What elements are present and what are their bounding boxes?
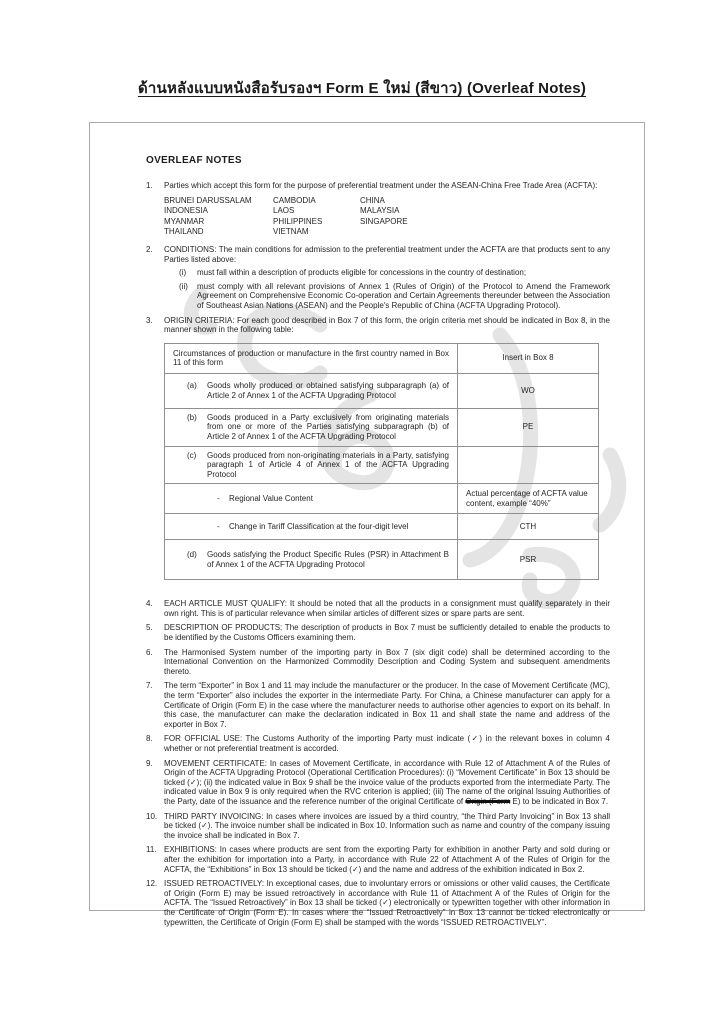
document-box — [89, 122, 645, 927]
note-2-sub-i — [179, 268, 610, 278]
note-9-text-before: MOVEMENT CERTIFICATE: In cases of Movement Certificate, in accordance with Rule 12 of Attachment A of the Rules of Origin of the ACFTA Upgrading Protocol (Operational Certification Procedures): (i) “Movement Certificate” in Box 13 should be ticked (✓); (ii) the indicated value in Box 9 shall be the invoice value of the products exported from the intermediate Party. The indicated value in Box 9 is only required when the RVC criterion is applied; (iii) The name of the original Issuing Authorities of the Party, date of the issuance and the reference number of the original Certificate of — [164, 758, 610, 806]
row-label: - — [217, 521, 220, 531]
note-number: 11. — [146, 845, 157, 855]
row-code: WO — [458, 373, 599, 408]
country-name: CAMBODIA — [273, 195, 316, 205]
note-number: 2. — [146, 244, 153, 254]
note-8 — [146, 734, 610, 753]
country-name: PHILIPPINES — [273, 216, 323, 226]
country-name: MALAYSIA — [360, 206, 400, 216]
row-text: Regional Value Content — [229, 493, 313, 503]
row-text: Goods wholly produced or obtained satisfying subparagraph (a) of Article 2 of Annex 1 of the ACFTA Upgrading Protocol — [207, 381, 449, 400]
country-name: BRUNEI DARUSSALAM — [164, 195, 252, 205]
sub-item-number: (i) — [179, 268, 187, 278]
table-row — [165, 484, 599, 514]
country-name: MYANMAR — [164, 216, 205, 226]
row-code: CTH — [458, 514, 599, 540]
note-text — [164, 181, 610, 240]
row-text: Goods produced from non-originating materials in a Party, satisfying paragraph 1 of Article 4 of Annex 1 of the ACFTA Upgrading Protocol — [207, 450, 449, 479]
note-2 — [146, 245, 610, 311]
table-row — [165, 446, 599, 484]
note-text — [164, 245, 610, 311]
table-row — [165, 373, 599, 408]
note-number: 9. — [146, 758, 153, 768]
note-4 — [146, 599, 610, 618]
struck-out-text: Origin (Form — [465, 796, 511, 806]
note-1 — [146, 181, 610, 240]
note-5 — [146, 623, 610, 642]
note-number: 10. — [146, 811, 158, 821]
note-6 — [146, 648, 610, 677]
table-header-right: Insert in Box 8 — [458, 343, 599, 373]
note-number: 12. — [146, 879, 158, 889]
note-number: 3. — [146, 315, 153, 325]
note-number: 5. — [146, 623, 153, 633]
row-code — [458, 446, 599, 484]
row-label: (c) — [187, 450, 197, 460]
note-number: 6. — [146, 647, 153, 657]
note-2-sub-ii — [179, 282, 610, 311]
table-row — [165, 408, 599, 446]
row-code: Actual percentage of ACFTA value content, example “40%” — [466, 489, 588, 508]
note-number: 4. — [146, 599, 153, 609]
country-name: THAILAND — [164, 227, 204, 237]
note-12 — [146, 879, 610, 927]
row-code: PE — [458, 408, 599, 446]
country-name: LAOS — [273, 206, 295, 216]
origin-criteria-table — [164, 343, 599, 581]
row-text: Goods produced in a Party exclusively from originating materials from one or more of the Parties satisfying subparagraph (b) of Article 2 of Annex 1 of the ACFTA Upgrading Protocol — [207, 412, 449, 441]
note-2-text: CONDITIONS: The main conditions for admission to the preferential treatment under the ACFTA are that products sent to any Parties listed above: — [164, 244, 610, 264]
note-9 — [146, 759, 610, 807]
note-number: 7. — [146, 681, 153, 691]
note-9-text-after: E) to be indicated in Box 7. — [510, 796, 609, 806]
note-1-text: Parties which accept this form for the purpose of preferential treatment under the ASEAN-China Free Trade Area (ACFTA): — [164, 181, 598, 190]
sub-item-text: must comply with all relevant provisions of Annex 1 (Rules of Origin) of the Protocol to Amend the Framework Agreement on Comprehensive Economic Co-operation and Certain Agreements thereunder between the Association of Southeast Asian Nations (ASEAN) and the People's Republic of China (ACFTA Upgrading Protocol). — [197, 281, 610, 310]
table-row — [165, 514, 599, 540]
countries-column-3 — [360, 196, 610, 238]
row-text: Goods satisfying the Product Specific Rules (PSR) in Attachment B of Annex 1 of the ACFTA Upgrading Protocol — [207, 550, 449, 569]
table-row — [165, 540, 599, 580]
row-code: PSR — [458, 540, 599, 580]
note-3-text: ORIGIN CRITERIA: For each good described in Box 7 of this form, the origin criteria met should be indicated in Box 8, in the manner shown in the following table: — [164, 315, 610, 335]
note-11 — [146, 845, 610, 874]
note-text: ISSUED RETROACTIVELY: In exceptional cases, due to involuntary errors or omissions or other valid causes, the Certificate of Origin (Form E) may be issued retroactively in accordance with Rule 11 of Attachment A of the Rules of Origin for the ACFTA. The “Issued Retroactively” in Box 13 shall be ticked (✓) electronically or typewritten together with other information in the Certificate of Origin (Form E). In cases where the “Issued Retroactively” in Box 13 cannot be ticked electronically or typewritten, the Certificate of Origin (Form E) shall be stamped with the words “ISSUED RETROACTIVELY”. — [164, 879, 610, 927]
note-text — [164, 316, 610, 595]
row-label: (d) — [187, 550, 197, 560]
sub-item-number: (ii) — [179, 281, 188, 291]
note-text: FOR OFFICIAL USE: The Customs Authority of the importing Party must indicate (✓) in the relevant boxes in column 4 whether or not preferential treatment is accorded. — [164, 734, 610, 753]
note-text: EXHIBITIONS: In cases where products are sent from the exporting Party for exhibition in another Party and sold during or after the exhibition for importation into a Party, in accordance with Rule 22 of Attachment A of the Rules of Origin for the ACFTA, the “Exhibitions” in Box 13 should be ticked (✓) and the name and address of the exhibition indicated in Box 2. — [164, 845, 610, 874]
note-7 — [146, 681, 610, 729]
note-text: EACH ARTICLE MUST QUALIFY: It should be noted that all the products in a consignment must qualify separately in their own right. This is of particular relevance when similar articles of different sizes or spare parts are sent. — [164, 599, 610, 618]
row-label: (a) — [187, 381, 197, 391]
note-10 — [146, 812, 610, 841]
note-number: 1. — [146, 181, 153, 190]
country-name: CHINA — [360, 195, 385, 205]
note-text: The term “Exporter” in Box 1 and 11 may include the manufacturer or the producer. In the case of Movement Certificate (MC), the term “Exporter” also includes the exporter in the intermediate Party. For China, a Chinese manufacturer can apply for a Certificate of Origin (Form E) in the case where the manufacturer needs to authorise other agencies to export on its behalf. In this case, the manufacturer can make the declaration indicated in Box 11 and shall state the name and address of the exporter in Box 7. — [164, 681, 610, 729]
note-number: 8. — [146, 734, 153, 744]
country-name: SINGAPORE — [360, 216, 408, 226]
row-label: (b) — [187, 412, 197, 422]
overleaf-notes-heading: OVERLEAF NOTES — [146, 155, 242, 166]
row-text: Change in Tariff Classification at the four-digit level — [229, 521, 409, 531]
note-3 — [146, 316, 610, 595]
countries-column-2 — [273, 196, 360, 238]
sub-item-text: must fall within a description of products eligible for concessions in the country of destination; — [197, 268, 527, 278]
country-name: VIETNAM — [273, 227, 309, 237]
page-title: ด้านหลังแบบหนังสือรับรองฯ Form E ใหม่ (สีขาว) (Overleaf Notes) — [137, 80, 587, 97]
table-header-left: Circumstances of production or manufacture in the first country named in Box 11 of this form — [165, 343, 458, 373]
note-text — [164, 759, 610, 807]
table-header-row — [165, 343, 599, 373]
note-text: DESCRIPTION OF PRODUCTS: The description of products in Box 7 must be sufficiently detailed to enable the products to be identified by the Customs Officers examining them. — [164, 623, 610, 643]
country-name: INDONESIA — [164, 206, 209, 216]
note-text: THIRD PARTY INVOICING: In cases where invoices are issued by a third country, “the Third Party Invoicing” in Box 13 shall be ticked (✓). The invoice number shall be indicated in Box 10. Information such as name and country of the company issuing the invoice shall be indicated in Box 7. — [164, 811, 610, 840]
countries-list — [164, 196, 610, 238]
countries-column-1 — [164, 196, 273, 238]
row-label: - — [217, 493, 220, 503]
note-text: The Harmonised System number of the importing party in Box 7 (six digit code) shall be determined according to the International Convention on the Harmonized Commodity Description and Coding System and subsequent amendments thereto. — [164, 647, 610, 676]
